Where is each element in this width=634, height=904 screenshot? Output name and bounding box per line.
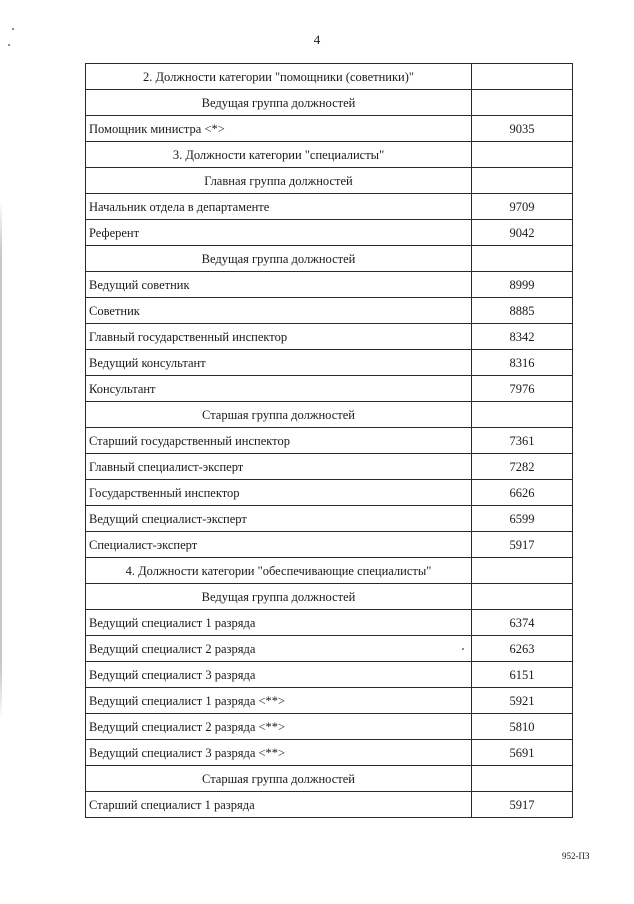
position-name: Государственный инспектор [86, 480, 472, 506]
salary-amount: 9709 [472, 194, 573, 220]
table-heading-row [86, 64, 573, 90]
table-heading-row [86, 402, 573, 428]
salary-amount: 6599 [472, 506, 573, 532]
table-heading-row [86, 584, 573, 610]
salary-amount: 6263 [472, 636, 573, 662]
table-row [86, 350, 573, 376]
salary-amount: 8999 [472, 272, 573, 298]
table-row [86, 636, 573, 662]
group-heading: Старшая группа должностей [86, 766, 472, 792]
position-name: Старший специалист 1 разряда [86, 792, 472, 818]
position-name: Ведущий консультант [86, 350, 472, 376]
table-row [86, 480, 573, 506]
table-row [86, 792, 573, 818]
position-name: Ведущий специалист 3 разряда <**> [86, 740, 472, 766]
salary-amount: 6151 [472, 662, 573, 688]
scan-speck [12, 28, 14, 30]
position-name: Специалист-эксперт [86, 532, 472, 558]
position-name: Ведущий советник [86, 272, 472, 298]
position-name: Референт [86, 220, 472, 246]
salary-amount: 9042 [472, 220, 573, 246]
position-name: Советник [86, 298, 472, 324]
table-row [86, 220, 573, 246]
salary-amount: 6374 [472, 610, 573, 636]
table-row [86, 532, 573, 558]
salary-amount [472, 558, 573, 584]
scan-edge-shadow [0, 200, 2, 720]
table-row [86, 272, 573, 298]
salary-amount: 5917 [472, 792, 573, 818]
salary-amount [472, 90, 573, 116]
table-row [86, 298, 573, 324]
salary-table-body [86, 64, 573, 818]
group-heading: Главная группа должностей [86, 168, 472, 194]
document-code: 952-ПЗ [562, 851, 590, 861]
salary-amount: 8885 [472, 298, 573, 324]
position-name: Начальник отдела в департаменте [86, 194, 472, 220]
group-heading: Ведущая группа должностей [86, 246, 472, 272]
table-row [86, 506, 573, 532]
salary-amount: 5921 [472, 688, 573, 714]
group-heading: Старшая группа должностей [86, 402, 472, 428]
table-row [86, 428, 573, 454]
table-heading-row [86, 168, 573, 194]
salary-amount [472, 246, 573, 272]
table-row [86, 376, 573, 402]
position-name: Ведущий специалист 3 разряда [86, 662, 472, 688]
position-name: Ведущий специалист 2 разряда <**> [86, 714, 472, 740]
salary-amount: 7976 [472, 376, 573, 402]
salary-amount [472, 766, 573, 792]
position-name: Ведущий специалист 1 разряда <**> [86, 688, 472, 714]
salary-amount: 7361 [472, 428, 573, 454]
table-row [86, 454, 573, 480]
table-row [86, 610, 573, 636]
position-name: Главный специалист-эксперт [86, 454, 472, 480]
table-heading-row [86, 558, 573, 584]
salary-amount: 7282 [472, 454, 573, 480]
table-row [86, 194, 573, 220]
table-heading-row [86, 90, 573, 116]
table-row [86, 324, 573, 350]
salary-amount: 9035 [472, 116, 573, 142]
salary-amount [472, 168, 573, 194]
salary-amount [472, 142, 573, 168]
position-name: Старший государственный инспектор [86, 428, 472, 454]
salary-amount [472, 402, 573, 428]
table-row [86, 662, 573, 688]
table-heading-row [86, 142, 573, 168]
salary-amount: 5691 [472, 740, 573, 766]
salary-amount: 8316 [472, 350, 573, 376]
salary-amount: 5810 [472, 714, 573, 740]
group-heading: 4. Должности категории "обеспечивающие специалисты" [86, 558, 472, 584]
group-heading: Ведущая группа должностей [86, 90, 472, 116]
page-number: 4 [313, 32, 321, 47]
group-heading: Ведущая группа должностей [86, 584, 472, 610]
salary-amount: 8342 [472, 324, 573, 350]
table-row [86, 688, 573, 714]
table-row [86, 740, 573, 766]
table-heading-row [86, 246, 573, 272]
position-name: Консультант [86, 376, 472, 402]
position-name: Ведущий специалист 1 разряда [86, 610, 472, 636]
position-name: Ведущий специалист-эксперт [86, 506, 472, 532]
group-heading: 2. Должности категории "помощники (советники)" [86, 64, 472, 90]
salary-amount: 6626 [472, 480, 573, 506]
salary-amount [472, 64, 573, 90]
position-name: Ведущий специалист 2 разряда [86, 636, 472, 662]
position-name: Помощник министра <*> [86, 116, 472, 142]
salary-table [85, 63, 573, 818]
salary-amount: 5917 [472, 532, 573, 558]
table-row [86, 116, 573, 142]
position-name: Главный государственный инспектор [86, 324, 472, 350]
salary-amount [472, 584, 573, 610]
group-heading: 3. Должности категории "специалисты" [86, 142, 472, 168]
table-heading-row [86, 766, 573, 792]
table-row [86, 714, 573, 740]
